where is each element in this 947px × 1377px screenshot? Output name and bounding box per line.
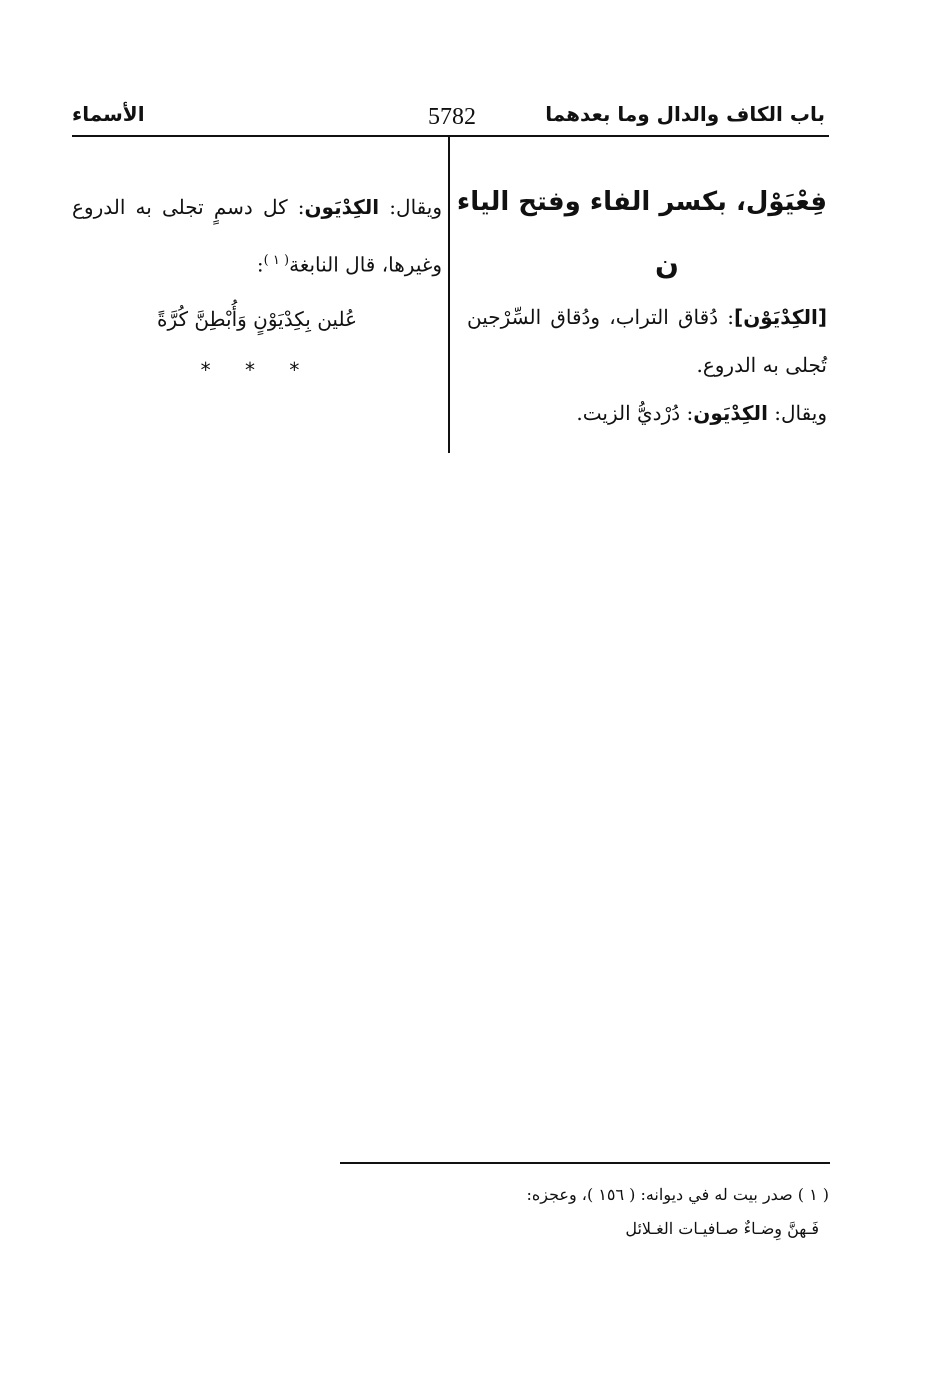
entry-lead: ويقال: — [774, 401, 827, 425]
footnote-rule — [340, 1162, 830, 1164]
entry-kidyawn-oil — [467, 389, 827, 437]
entry-headword: [الكِدْيَوْن] — [734, 305, 827, 329]
letter-heading: ن — [655, 248, 679, 281]
running-header-section: الأسماء — [72, 102, 145, 126]
running-header-chapter: باب الكاف والدال وما بعدهما — [545, 102, 825, 126]
header-rule — [72, 135, 829, 137]
entry-lead: ويقال: — [389, 195, 443, 219]
page-number: 5782 — [428, 104, 476, 130]
entry-colon: : — [256, 252, 264, 277]
entry-headword: الكِدْيَون — [304, 195, 380, 219]
footnote-verse: فَـهنَّ وِضـاءٌ صـافيـات الغـلائل — [625, 1219, 819, 1238]
footnote-line: ( ١ ) صدر بيت له في ديوانه: ( ١٥٦ )، وعجزه: — [526, 1185, 829, 1204]
footnote-reference[interactable]: ( ١ ) — [263, 253, 290, 268]
footnote-block — [309, 1178, 829, 1246]
left-column — [72, 180, 442, 392]
right-column — [456, 175, 827, 437]
entry-kidyawn-dust — [467, 293, 827, 389]
column-divider — [448, 137, 450, 453]
section-end-stars: * * * — [200, 357, 314, 382]
entry-headword: الكِدْيَون — [693, 401, 768, 425]
entry-definition: : دُقاق التراب، ودُقاق السِّرْجين تُجلى به الدروع. — [467, 305, 827, 377]
pattern-heading: فِعْيَوْل، بكسر الفاء وفتح الياء — [456, 187, 827, 217]
entry-kidyawn-grease — [72, 180, 442, 292]
poetry-verse: عُلين بِكِدْيَوْنٍ وَأُبْطِنَّ كُرَّةً — [156, 306, 358, 331]
entry-definition: : كل دسمٍ تجلى به الدروع وغيرها، قال النابغة — [72, 195, 442, 277]
entry-definition: : دُرْديُّ الزيت. — [576, 401, 694, 425]
